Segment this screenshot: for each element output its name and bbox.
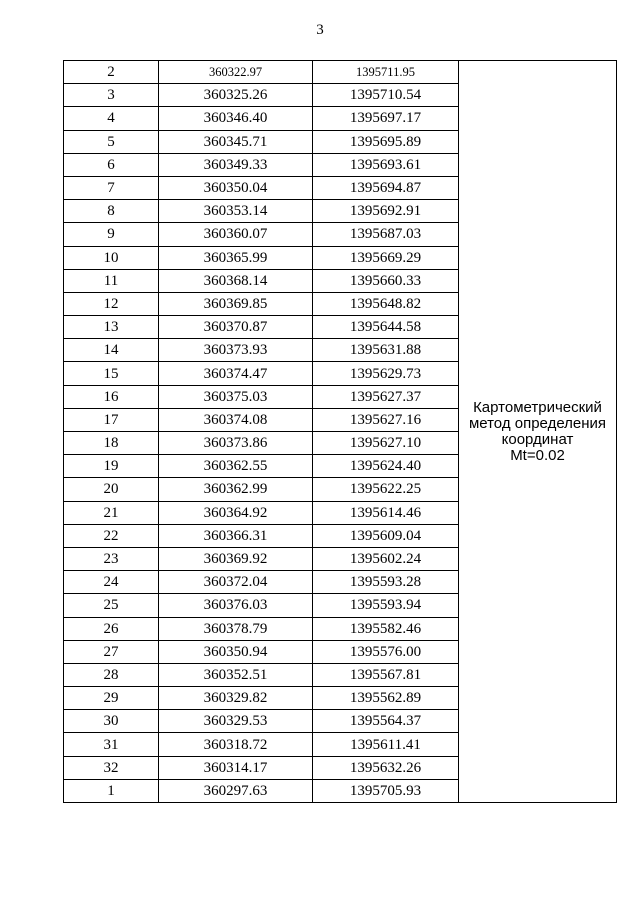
point-number-cell: 15 bbox=[64, 362, 159, 385]
x-coordinate-cell: 360374.47 bbox=[159, 362, 313, 385]
point-number-cell: 18 bbox=[64, 432, 159, 455]
x-coordinate-cell: 360350.94 bbox=[159, 640, 313, 663]
y-coordinate-cell: 1395711.95 bbox=[313, 61, 459, 84]
point-number-cell: 16 bbox=[64, 385, 159, 408]
point-number-cell: 13 bbox=[64, 316, 159, 339]
x-coordinate-cell: 360375.03 bbox=[159, 385, 313, 408]
point-number-cell: 7 bbox=[64, 176, 159, 199]
x-coordinate-cell: 360376.03 bbox=[159, 594, 313, 617]
point-number-cell: 17 bbox=[64, 408, 159, 431]
y-coordinate-cell: 1395693.61 bbox=[313, 153, 459, 176]
point-number-cell: 19 bbox=[64, 455, 159, 478]
point-number-cell: 29 bbox=[64, 687, 159, 710]
point-number-cell: 9 bbox=[64, 223, 159, 246]
y-coordinate-cell: 1395697.17 bbox=[313, 107, 459, 130]
point-number-cell: 27 bbox=[64, 640, 159, 663]
x-coordinate-cell: 360378.79 bbox=[159, 617, 313, 640]
y-coordinate-cell: 1395695.89 bbox=[313, 130, 459, 153]
y-coordinate-cell: 1395593.94 bbox=[313, 594, 459, 617]
x-coordinate-cell: 360365.99 bbox=[159, 246, 313, 269]
method-line-3: координат bbox=[501, 430, 574, 448]
x-coordinate-cell: 360372.04 bbox=[159, 571, 313, 594]
x-coordinate-cell: 360362.99 bbox=[159, 478, 313, 501]
point-number-cell: 4 bbox=[64, 107, 159, 130]
x-coordinate-cell: 360318.72 bbox=[159, 733, 313, 756]
x-coordinate-cell: 360349.33 bbox=[159, 153, 313, 176]
x-coordinate-cell: 360373.86 bbox=[159, 432, 313, 455]
point-number-cell: 11 bbox=[64, 269, 159, 292]
point-number-cell: 30 bbox=[64, 710, 159, 733]
y-coordinate-cell: 1395644.58 bbox=[313, 316, 459, 339]
y-coordinate-cell: 1395593.28 bbox=[313, 571, 459, 594]
y-coordinate-cell: 1395687.03 bbox=[313, 223, 459, 246]
y-coordinate-cell: 1395629.73 bbox=[313, 362, 459, 385]
y-coordinate-cell: 1395622.25 bbox=[313, 478, 459, 501]
y-coordinate-cell: 1395564.37 bbox=[313, 710, 459, 733]
point-number-cell: 25 bbox=[64, 594, 159, 617]
point-number-cell: 3 bbox=[64, 84, 159, 107]
y-coordinate-cell: 1395627.37 bbox=[313, 385, 459, 408]
point-number-cell: 1 bbox=[64, 779, 159, 802]
x-coordinate-cell: 360346.40 bbox=[159, 107, 313, 130]
point-number-cell: 32 bbox=[64, 756, 159, 779]
y-coordinate-cell: 1395614.46 bbox=[313, 501, 459, 524]
x-coordinate-cell: 360325.26 bbox=[159, 84, 313, 107]
point-number-cell: 31 bbox=[64, 733, 159, 756]
point-number-cell: 6 bbox=[64, 153, 159, 176]
x-coordinate-cell: 360329.82 bbox=[159, 687, 313, 710]
coordinates-table-body bbox=[64, 61, 617, 803]
point-number-cell: 2 bbox=[64, 61, 159, 84]
x-coordinate-cell: 360297.63 bbox=[159, 779, 313, 802]
x-coordinate-cell: 360322.97 bbox=[159, 61, 313, 84]
y-coordinate-cell: 1395611.41 bbox=[313, 733, 459, 756]
x-coordinate-cell: 360368.14 bbox=[159, 269, 313, 292]
x-coordinate-cell: 360360.07 bbox=[159, 223, 313, 246]
y-coordinate-cell: 1395705.93 bbox=[313, 779, 459, 802]
y-coordinate-cell: 1395627.10 bbox=[313, 432, 459, 455]
point-number-cell: 24 bbox=[64, 571, 159, 594]
method-line-4: Mt=0.02 bbox=[510, 446, 565, 464]
point-number-cell: 21 bbox=[64, 501, 159, 524]
x-coordinate-cell: 360366.31 bbox=[159, 524, 313, 547]
y-coordinate-cell: 1395660.33 bbox=[313, 269, 459, 292]
point-number-cell: 5 bbox=[64, 130, 159, 153]
point-number-cell: 26 bbox=[64, 617, 159, 640]
y-coordinate-cell: 1395567.81 bbox=[313, 663, 459, 686]
point-number-cell: 22 bbox=[64, 524, 159, 547]
x-coordinate-cell: 360373.93 bbox=[159, 339, 313, 362]
y-coordinate-cell: 1395710.54 bbox=[313, 84, 459, 107]
x-coordinate-cell: 360352.51 bbox=[159, 663, 313, 686]
y-coordinate-cell: 1395624.40 bbox=[313, 455, 459, 478]
x-coordinate-cell: 360369.85 bbox=[159, 292, 313, 315]
x-coordinate-cell: 360350.04 bbox=[159, 176, 313, 199]
y-coordinate-cell: 1395609.04 bbox=[313, 524, 459, 547]
x-coordinate-cell: 360370.87 bbox=[159, 316, 313, 339]
point-number-cell: 8 bbox=[64, 200, 159, 223]
y-coordinate-cell: 1395576.00 bbox=[313, 640, 459, 663]
x-coordinate-cell: 360329.53 bbox=[159, 710, 313, 733]
x-coordinate-cell: 360362.55 bbox=[159, 455, 313, 478]
point-number-cell: 14 bbox=[64, 339, 159, 362]
y-coordinate-cell: 1395631.88 bbox=[313, 339, 459, 362]
y-coordinate-cell: 1395632.26 bbox=[313, 756, 459, 779]
y-coordinate-cell: 1395562.89 bbox=[313, 687, 459, 710]
x-coordinate-cell: 360353.14 bbox=[159, 200, 313, 223]
y-coordinate-cell: 1395648.82 bbox=[313, 292, 459, 315]
x-coordinate-cell: 360345.71 bbox=[159, 130, 313, 153]
y-coordinate-cell: 1395694.87 bbox=[313, 176, 459, 199]
point-number-cell: 28 bbox=[64, 663, 159, 686]
x-coordinate-cell: 360374.08 bbox=[159, 408, 313, 431]
x-coordinate-cell: 360369.92 bbox=[159, 547, 313, 570]
point-number-cell: 12 bbox=[64, 292, 159, 315]
page-number: 3 bbox=[316, 22, 324, 38]
point-number-cell: 10 bbox=[64, 246, 159, 269]
coordinates-table bbox=[63, 60, 617, 803]
y-coordinate-cell: 1395669.29 bbox=[313, 246, 459, 269]
method-cell bbox=[459, 61, 617, 803]
point-number-cell: 23 bbox=[64, 547, 159, 570]
y-coordinate-cell: 1395582.46 bbox=[313, 617, 459, 640]
method-line-1: Картометрический bbox=[473, 398, 602, 416]
method-line-2: метод определения bbox=[468, 414, 607, 432]
x-coordinate-cell: 360314.17 bbox=[159, 756, 313, 779]
y-coordinate-cell: 1395602.24 bbox=[313, 547, 459, 570]
y-coordinate-cell: 1395627.16 bbox=[313, 408, 459, 431]
table-row bbox=[64, 61, 617, 84]
x-coordinate-cell: 360364.92 bbox=[159, 501, 313, 524]
point-number-cell: 20 bbox=[64, 478, 159, 501]
y-coordinate-cell: 1395692.91 bbox=[313, 200, 459, 223]
